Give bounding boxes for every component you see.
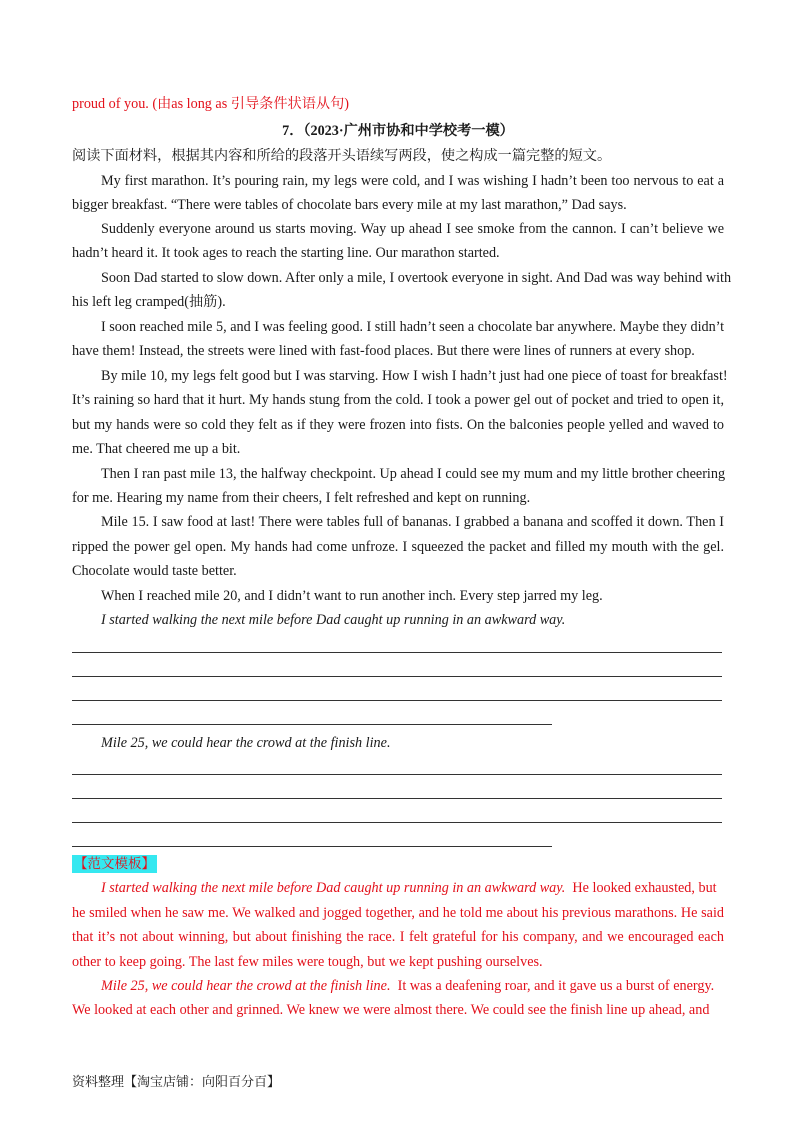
passage-line: his left leg cramped(抽筋). [72,294,226,310]
writing-line [72,822,722,823]
passage-line: My first marathon. It’s pouring rain, my legs were cold, and I was wishing I hadn’t been too nervous to eat a [101,173,724,189]
writing-line [72,700,722,701]
model-line: It was a deafening roar, and it gave us a burst of energy. [397,978,715,994]
passage-line: Suddenly everyone around us starts moving. Way up ahead I see smoke from the cannon. I can’t believe we [101,221,724,237]
writing-line [72,774,722,775]
model-line: he smiled when he saw me. We walked and jogged together, and he told me about his previous marathons. He said [72,905,724,921]
model-line: other to keep going. The last few miles were tough, but we kept pushing ourselves. [72,954,543,970]
passage-line: By mile 10, my legs felt good but I was starving. How I wish I hadn’t just had one piece of toast for breakfast! [101,368,728,384]
header-line: proud of you. (由as long as 引导条件状语从句) [72,96,350,112]
passage-line: but my hands were so cold they felt as if they were frozen into fists. On the balconies people yelled and waved to [72,417,724,433]
writing-line [72,798,722,799]
model-line: that it’s not about winning, but about finishing the race. I felt grateful for his company, and we encouraged each [72,929,724,945]
passage-line: me. That cheered me up a bit. [72,441,241,457]
passage-line: for me. Hearing my name from their cheers, I felt refreshed and kept on running. [72,490,531,506]
model-line: He looked exhausted, but [572,880,717,896]
instruction: 阅读下面材料，根据其内容和所给的段落开头语续写两段，使之构成一篇完整的短文。 [72,148,612,164]
continuation-prompt-2: Mile 25, we could hear the crowd at the finish line. [101,735,391,751]
passage-line: When I reached mile 20, and I didn’t want to run another inch. Every step jarred my leg. [101,588,603,604]
question-title: 7．（2023·广州市协和中学校考一模） [282,123,514,139]
model-paragraph-2-start [101,976,714,996]
passage-line: I soon reached mile 5, and I was feeling good. I still hadn’t seen a chocolate bar anywhere. Maybe they didn’t [101,319,725,335]
model-line: We looked at each other and grinned. We knew we were almost there. We could see the finish line up ahead, and [72,1002,710,1018]
writing-line [72,724,552,725]
passage-line: Then I ran past mile 13, the halfway checkpoint. Up ahead I could see my mum and my little brother cheering [101,466,726,482]
passage-line: It’s raining so hard that it hurt. My hands stung from the cold. I took a power gel out of pocket and tried to open it, [72,392,724,408]
passage-line: bigger breakfast. “There were tables of chocolate bars every mile at my last marathon,” Dad says. [72,197,627,213]
writing-line [72,676,722,677]
model-paragraph-1-start [101,878,717,898]
passage-line: have them! Instead, the streets were lined with fast-food places. But there were lines of runners at every shop. [72,343,695,359]
model-essay-label: 【范文模板】 [74,856,155,872]
continuation-prompt-1: I started walking the next mile before Dad caught up running in an awkward way. [101,612,566,628]
passage-line: Chocolate would taste better. [72,563,237,579]
passage-line: Mile 15. I saw food at last! There were tables full of bananas. I grabbed a banana and scoffed it down. Then I [101,514,724,530]
writing-line [72,652,722,653]
passage-line: Soon Dad started to slow down. After only a mile, I overtook everyone in sight. And Dad was way behind with [101,270,732,286]
writing-line [72,846,552,847]
footer-source: 资料整理【淘宝店铺：向阳百分百】 [72,1075,281,1090]
model-prompt-1: I started walking the next mile before Dad caught up running in an awkward way. [101,880,566,896]
passage-line: hadn’t heard it. It took ages to reach the starting line. Our marathon started. [72,245,500,261]
model-prompt-2: Mile 25, we could hear the crowd at the finish line. [101,978,391,994]
passage-line: ripped the power gel open. My hands had come unfroze. I squeezed the packet and filled my mouth with the gel. [72,539,724,555]
